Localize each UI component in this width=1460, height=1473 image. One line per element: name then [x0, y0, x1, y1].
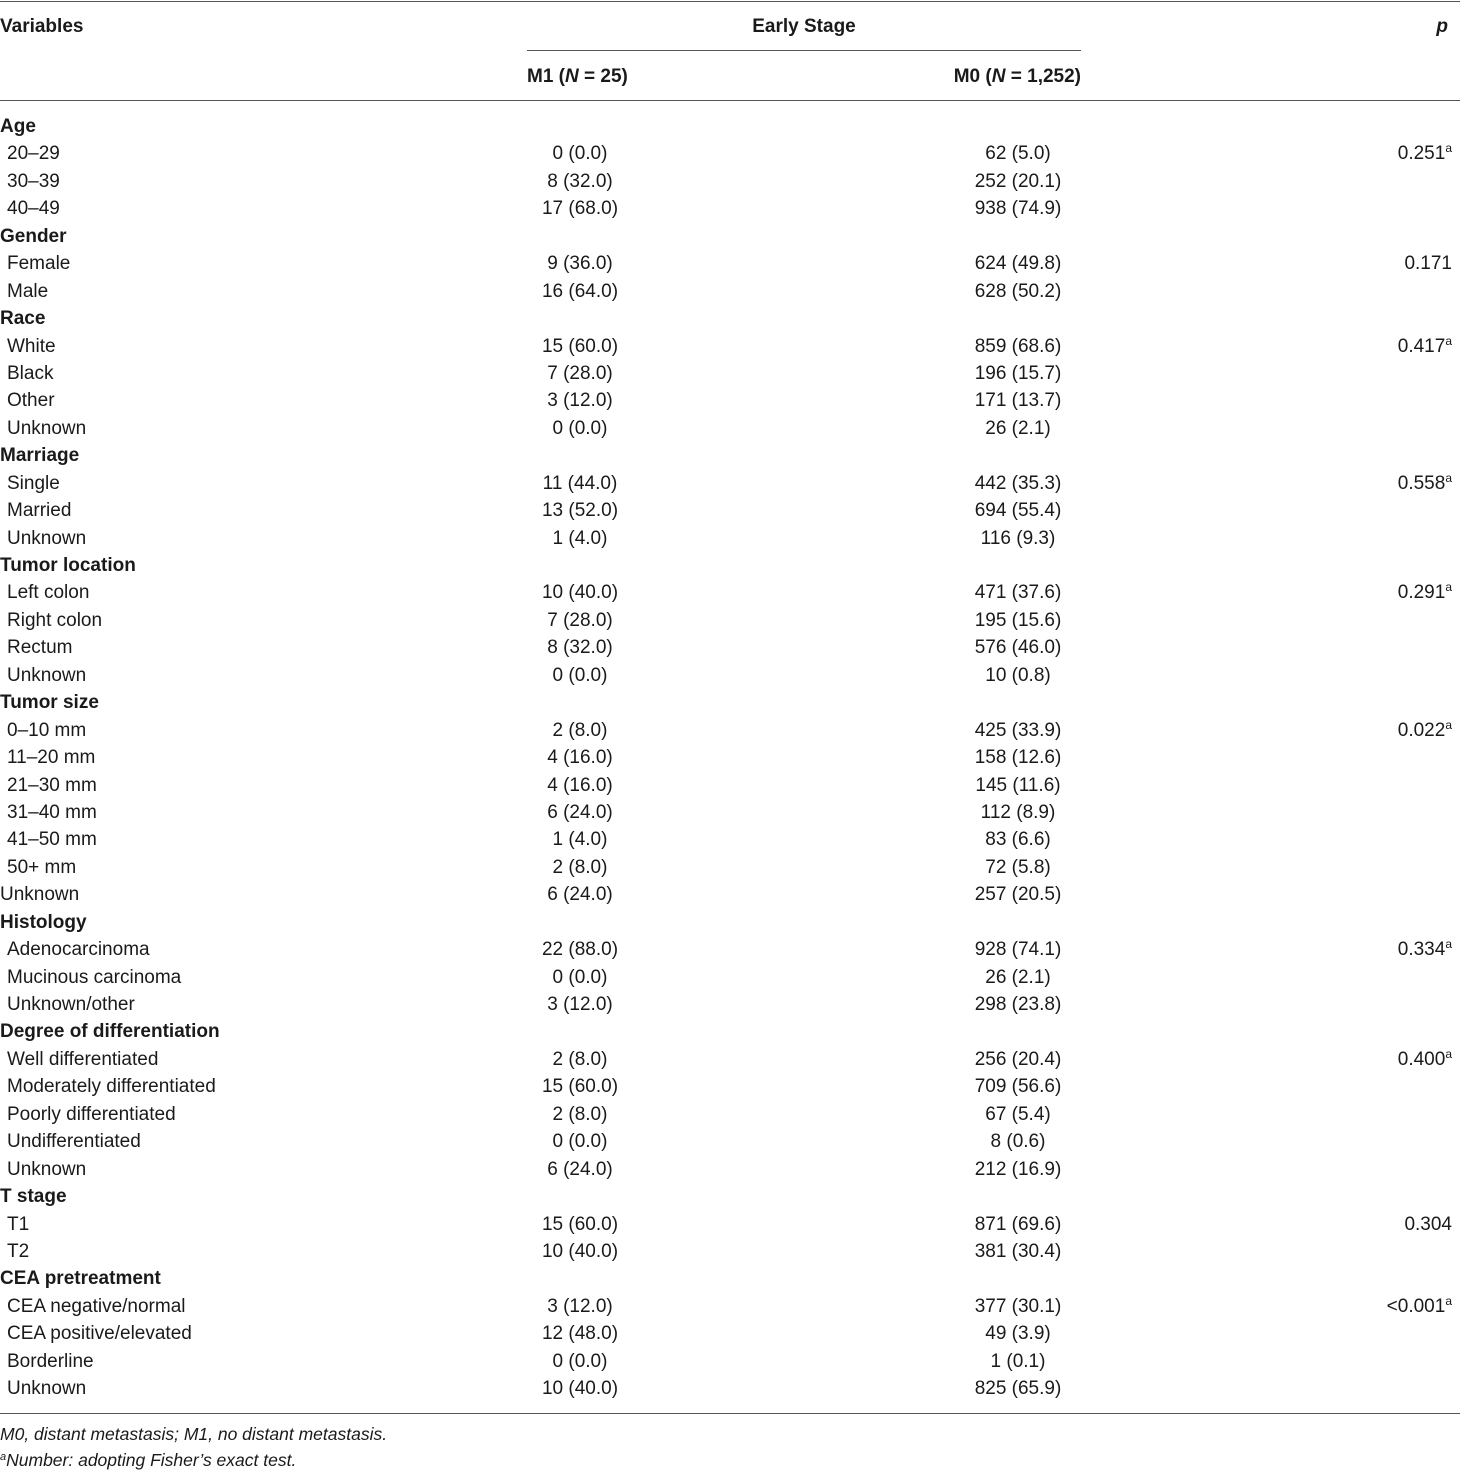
- m0-value: 624 (49.8): [974, 253, 1062, 275]
- header-variables: Variables: [0, 16, 84, 37]
- table-row: [0, 772, 1460, 799]
- table-row: [0, 1101, 1460, 1128]
- footnote-abbreviations: M0, distant metastasis; M1, no distant metastasis.: [0, 1424, 388, 1444]
- m0-value: 49 (3.9): [985, 1323, 1051, 1345]
- m1-value: 0 (0.0): [552, 664, 608, 686]
- p-value: 0.291$^a$: [1397, 580, 1452, 604]
- table-row: [0, 607, 1460, 634]
- table-row: [0, 333, 1460, 360]
- row-label: CEA positive/elevated: [7, 1323, 192, 1345]
- table-row: [0, 964, 1460, 991]
- row-label: Left colon: [7, 582, 90, 604]
- fisher-footnote-marker: a: [1445, 333, 1452, 348]
- table-row: [0, 168, 1460, 195]
- row-label: Unknown: [7, 664, 87, 686]
- m1-value: 0 (0.0): [552, 966, 608, 988]
- m1-value: 10 (40.0): [541, 1378, 619, 1400]
- category-row: [0, 909, 1460, 936]
- category-row: [0, 1265, 1460, 1292]
- p-value: 0.251$^a$: [1397, 141, 1452, 165]
- m0-value: 10 (0.8): [985, 664, 1051, 686]
- table-row: [0, 1211, 1460, 1238]
- p-value: 0.304: [1404, 1213, 1452, 1235]
- category-label: Histology: [0, 911, 87, 933]
- category-label: Tumor location: [0, 555, 136, 576]
- m0-value: 195 (15.6): [974, 609, 1062, 631]
- m0-value: 1 (0.1): [990, 1350, 1046, 1372]
- footnote-fisher: $^a$Number: adopting Fisher’s exact test.: [0, 1450, 297, 1470]
- table-row: [0, 1156, 1460, 1183]
- m0-value: 871 (69.6): [974, 1213, 1062, 1235]
- row-label: 0–10 mm: [7, 719, 87, 741]
- fisher-footnote-marker: a: [1445, 470, 1452, 485]
- category-label: Age: [0, 116, 36, 137]
- m0-value: 825 (65.9): [974, 1378, 1062, 1400]
- m1-value: 17 (68.0): [541, 198, 619, 220]
- m0-value: 576 (46.0): [974, 637, 1062, 659]
- row-label: Unknown: [7, 1158, 87, 1180]
- row-label: 20–29: [7, 143, 60, 165]
- category-row: [0, 552, 1460, 579]
- m0-value: 72 (5.8): [985, 856, 1051, 878]
- m0-value: 8 (0.6): [990, 1131, 1046, 1153]
- m0-value: 212 (16.9): [974, 1158, 1062, 1180]
- m1-value: 1 (4.0): [552, 527, 608, 549]
- m1-value: 2 (8.0): [552, 856, 608, 878]
- table-row: [0, 1046, 1460, 1073]
- m1-value: 11 (44.0): [542, 472, 618, 494]
- row-label: 21–30 mm: [7, 774, 97, 796]
- m1-value: 9 (36.0): [547, 253, 613, 275]
- table-row: [0, 387, 1460, 414]
- p-value: 0.417$^a$: [1397, 333, 1452, 357]
- row-label: CEA negative/normal: [7, 1295, 186, 1317]
- table-row: [0, 634, 1460, 661]
- m1-value: 4 (16.0): [547, 747, 613, 769]
- p-value: 0.171: [1404, 253, 1452, 275]
- p-value: 0.334$^a$: [1397, 937, 1452, 961]
- table-body: [0, 113, 1460, 1403]
- m1-value: 2 (8.0): [552, 719, 608, 741]
- table-row: [0, 278, 1460, 305]
- row-label: White: [7, 335, 56, 357]
- m1-value: 4 (16.0): [547, 774, 613, 796]
- row-label: Poorly differentiated: [7, 1103, 176, 1125]
- row-label: Single: [7, 472, 60, 494]
- row-label: Right colon: [7, 609, 103, 631]
- m1-value: 0 (0.0): [552, 143, 608, 165]
- header-p-value: p: [1436, 16, 1448, 37]
- row-label: 41–50 mm: [7, 829, 97, 851]
- category-label: Degree of differentiation: [0, 1021, 220, 1043]
- p-value: <0.001$^a$: [1386, 1293, 1452, 1317]
- row-label: T2: [7, 1240, 30, 1262]
- m1-value: 15 (60.0): [541, 1213, 619, 1235]
- table-row: [0, 826, 1460, 853]
- m1-value: 13 (52.0): [541, 500, 619, 522]
- fisher-footnote-marker: a: [1445, 937, 1452, 952]
- m0-value: 859 (68.6): [974, 335, 1062, 357]
- table-row: [0, 881, 1460, 908]
- row-label: 40–49: [7, 198, 60, 220]
- category-label: Tumor size: [0, 692, 99, 714]
- m0-value: 381 (30.4): [974, 1240, 1062, 1262]
- m0-value: 196 (15.7): [974, 362, 1062, 384]
- table-header: [0, 0, 1460, 101]
- category-label: Marriage: [0, 445, 80, 467]
- fisher-footnote-marker: a: [1445, 141, 1452, 156]
- m1-value: 2 (8.0): [552, 1103, 608, 1125]
- category-row: [0, 1018, 1460, 1045]
- p-value: 0.558$^a$: [1397, 470, 1452, 494]
- row-label: 31–40 mm: [7, 801, 97, 823]
- category-row: [0, 305, 1460, 332]
- m0-value: 709 (56.6): [974, 1076, 1062, 1098]
- row-label: Mucinous carcinoma: [7, 966, 182, 988]
- m0-value: 694 (55.4): [974, 500, 1062, 522]
- m0-value: 26 (2.1): [985, 417, 1051, 439]
- row-label: Adenocarcinoma: [7, 939, 150, 961]
- table-row: [0, 1320, 1460, 1347]
- m1-value: 3 (12.0): [547, 994, 613, 1015]
- m0-value: 67 (5.4): [985, 1103, 1051, 1125]
- row-label: Unknown: [7, 527, 87, 549]
- m0-value: 256 (20.4): [974, 1048, 1062, 1070]
- table-row: [0, 1293, 1460, 1320]
- table-row: [0, 744, 1460, 771]
- m1-value: 3 (12.0): [547, 1295, 613, 1317]
- fisher-footnote-marker: a: [1445, 1293, 1452, 1308]
- m1-value: 7 (28.0): [547, 609, 613, 631]
- table-footnotes: [0, 1421, 387, 1473]
- table-row: [0, 991, 1460, 1018]
- row-label: Borderline: [7, 1350, 94, 1372]
- m0-value: 158 (12.6): [974, 747, 1062, 769]
- table-row: [0, 662, 1460, 689]
- m1-value: 16 (64.0): [541, 280, 619, 302]
- m0-value: 257 (20.5): [974, 884, 1062, 906]
- p-value: 0.400$^a$: [1397, 1046, 1452, 1070]
- table-row: [0, 470, 1460, 497]
- header-bottom-rule: [0, 100, 1460, 101]
- row-label: Unknown: [7, 417, 87, 439]
- table-row: [0, 717, 1460, 744]
- table-row: [0, 140, 1460, 167]
- category-row: [0, 113, 1460, 140]
- category-label: Gender: [0, 225, 67, 247]
- category-label: T stage: [0, 1186, 67, 1208]
- m0-value: 298 (23.8): [974, 994, 1062, 1015]
- table-row: [0, 415, 1460, 442]
- table-row: [0, 579, 1460, 606]
- m1-value: 6 (24.0): [547, 884, 613, 906]
- fisher-footnote-marker: a: [1445, 580, 1452, 595]
- table-row: [0, 936, 1460, 963]
- row-label: 50+ mm: [7, 856, 77, 878]
- m1-value: 22 (88.0): [541, 939, 619, 961]
- m0-value: 628 (50.2): [974, 280, 1062, 302]
- table-row: [0, 525, 1460, 552]
- m0-value: 116 (9.3): [980, 527, 1056, 549]
- category-label: Race: [0, 308, 46, 330]
- table-row: [0, 1128, 1460, 1155]
- row-label: Moderately differentiated: [7, 1076, 216, 1098]
- m0-value: 471 (37.6): [974, 582, 1062, 604]
- table-row: [0, 1375, 1460, 1402]
- m0-value: 938 (74.9): [974, 198, 1062, 220]
- table-row: [0, 1073, 1460, 1100]
- m1-value: 7 (28.0): [547, 362, 613, 384]
- p-value: 0.022$^a$: [1397, 717, 1452, 741]
- m1-value: 0 (0.0): [552, 1350, 608, 1372]
- table-row: [0, 195, 1460, 222]
- m1-value: 15 (60.0): [541, 1076, 619, 1098]
- fisher-footnote-marker: a: [1445, 717, 1452, 732]
- row-label: Other: [7, 390, 55, 412]
- row-label: Undifferentiated: [7, 1131, 141, 1153]
- row-label: 30–39: [7, 170, 60, 192]
- table-row: [0, 250, 1460, 277]
- row-label: T1: [7, 1213, 30, 1235]
- m1-value: 10 (40.0): [541, 582, 619, 604]
- category-row: [0, 1183, 1460, 1210]
- row-label: Well differentiated: [7, 1048, 159, 1070]
- table-row: [0, 799, 1460, 826]
- m1-value: 2 (8.0): [552, 1048, 608, 1070]
- row-label: Unknown: [7, 1378, 87, 1400]
- group-header-rule: [527, 50, 1081, 51]
- m0-value: 83 (6.6): [985, 829, 1051, 851]
- m1-value: 0 (0.0): [552, 1131, 608, 1153]
- table-row: [0, 497, 1460, 524]
- m1-value: 1 (4.0): [552, 829, 608, 851]
- table-bottom-rule: [0, 1413, 1460, 1414]
- table-row: [0, 360, 1460, 387]
- m1-value: 3 (12.0): [547, 390, 613, 412]
- header-m0: M0 (N = 1,252): [953, 66, 1081, 87]
- row-label: Male: [7, 280, 49, 302]
- m1-value: 6 (24.0): [547, 801, 613, 823]
- header-m1: M1 (N = 25): [527, 66, 628, 87]
- category-row: [0, 689, 1460, 716]
- m0-value: 377 (30.1): [974, 1295, 1062, 1317]
- m1-value: 10 (40.0): [541, 1240, 619, 1262]
- row-label: Rectum: [7, 637, 73, 659]
- m0-value: 112 (8.9): [980, 801, 1056, 823]
- m0-value: 171 (13.7): [974, 390, 1062, 412]
- m1-value: 6 (24.0): [547, 1158, 613, 1180]
- header-early-stage: Early Stage: [752, 16, 856, 37]
- category-row: [0, 223, 1460, 250]
- m1-value: 8 (32.0): [547, 637, 613, 659]
- m0-value: 928 (74.1): [974, 939, 1062, 961]
- m1-value: 12 (48.0): [541, 1323, 619, 1345]
- m0-value: 252 (20.1): [974, 170, 1062, 192]
- fisher-footnote-marker: a: [1445, 1046, 1452, 1061]
- row-label: Female: [7, 253, 71, 275]
- row-label: Black: [7, 362, 54, 384]
- m0-value: 62 (5.0): [985, 143, 1051, 165]
- m0-value: 425 (33.9): [974, 719, 1062, 741]
- row-label: Married: [7, 500, 72, 522]
- table-row: [0, 1238, 1460, 1265]
- m1-value: 15 (60.0): [541, 335, 619, 357]
- m0-value: 26 (2.1): [985, 966, 1051, 988]
- table-row: [0, 854, 1460, 881]
- category-row: [0, 442, 1460, 469]
- category-label: CEA pretreatment: [0, 1268, 161, 1290]
- row-label: Unknown/other: [7, 994, 135, 1015]
- row-label: 11–20 mm: [7, 747, 96, 769]
- m1-value: 8 (32.0): [547, 170, 613, 192]
- m0-value: 442 (35.3): [974, 472, 1062, 494]
- m0-value: 145 (11.6): [975, 774, 1061, 796]
- table-row: [0, 1348, 1460, 1375]
- m1-value: 0 (0.0): [552, 417, 608, 439]
- row-label: Unknown: [0, 884, 80, 906]
